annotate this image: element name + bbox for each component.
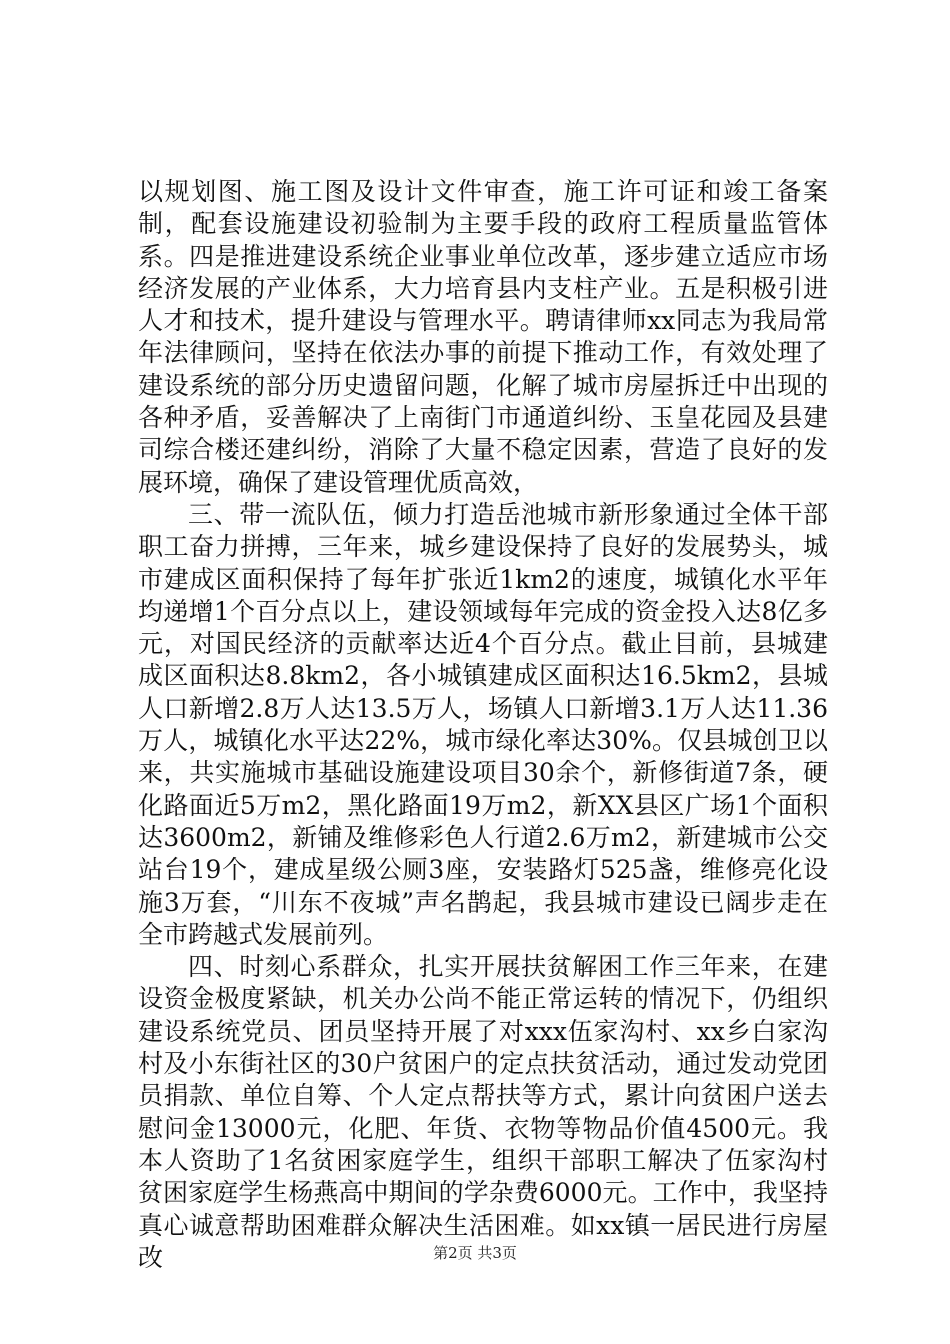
paragraph-1: 以规划图、施工图及设计文件审查，施工许可证和竣工备案制，配套设施建设初验制为主要手段的政府工程质量监管体系。四是推进建设系统企业事业单位改革，逐步建立适应市场经济发展的产业体系，大力培育县内支柱产业。五是积极引进人才和技术，提升建设与管理水平。聘请律师xx同志为我局常年法律顾问，坚持在依法办事的前提下推动工作，有效处理了建设系统的部分历史遗留问题，化解了城市房屋拆迁中出现的各种矛盾，妥善解决了上南街门市通道纠纷、玉皇花园及县建司综合楼还建纠纷，消除了大量不稳定因素，营造了良好的发展环境，确保了建设管理优质高效， xyxy=(138,177,828,497)
paragraph-2: 三、带一流队伍，倾力打造岳池城市新形象通过全体干部职工奋力拼搏，三年来，城乡建设保持了良好的发展势头，城市建成区面积保持了每年扩张近1km2的速度，城镇化水平年均递增1个百分点以上，建设领域每年完成的资金投入达8亿多元，对国民经济的贡献率达近4个百分点。截止目前，县城建成区面积达8.8km2，各小城镇建成区面积达16.5km2，县城人口新增2.8万人达13.5万人，场镇人口新增3.1万人达11.36万人，城镇化水平达22%，城市绿化率达30%。仅县城创卫以来，共实施城市基础设施建设项目30余个，新修街道7条，硬化路面近5万m2，黑化路面19万m2，新XX县区广场1个面积达3600m2，新铺及维修彩色人行道2.6万m2，新建城市公交站台19个，建成星级公厕3座，安装路灯525盏，维修亮化设施3万套，“川东不夜城”声名鹊起，我县城市建设已阔步走在全市跨越式发展前列。 xyxy=(138,499,828,949)
page-footer: 第2页 共3页 xyxy=(433,1244,517,1262)
document-body xyxy=(138,176,828,1274)
paragraph-3: 四、时刻心系群众，扎实开展扶贫解困工作三年来，在建设资金极度紧缺，机关办公尚不能正常运转的情况下，仍组织建设系统党员、团员坚持开展了对xxx伍家沟村、xx乡白家沟村及小东街社区的30户贫困户的定点扶贫活动，通过发动党团员捐款、单位自筹、个人定点帮扶等方式，累计向贫困户送去慰问金13000元，化肥、年货、衣物等物品价值4500元。我本人资助了1名贫困家庭学生，组织干部职工解决了伍家沟村贫困家庭学生杨燕高中期间的学杂费6000元。工作中，我坚持真心诚意帮助困难群众解决生活困难。如xx镇一居民进行房屋改 xyxy=(138,952,828,1272)
